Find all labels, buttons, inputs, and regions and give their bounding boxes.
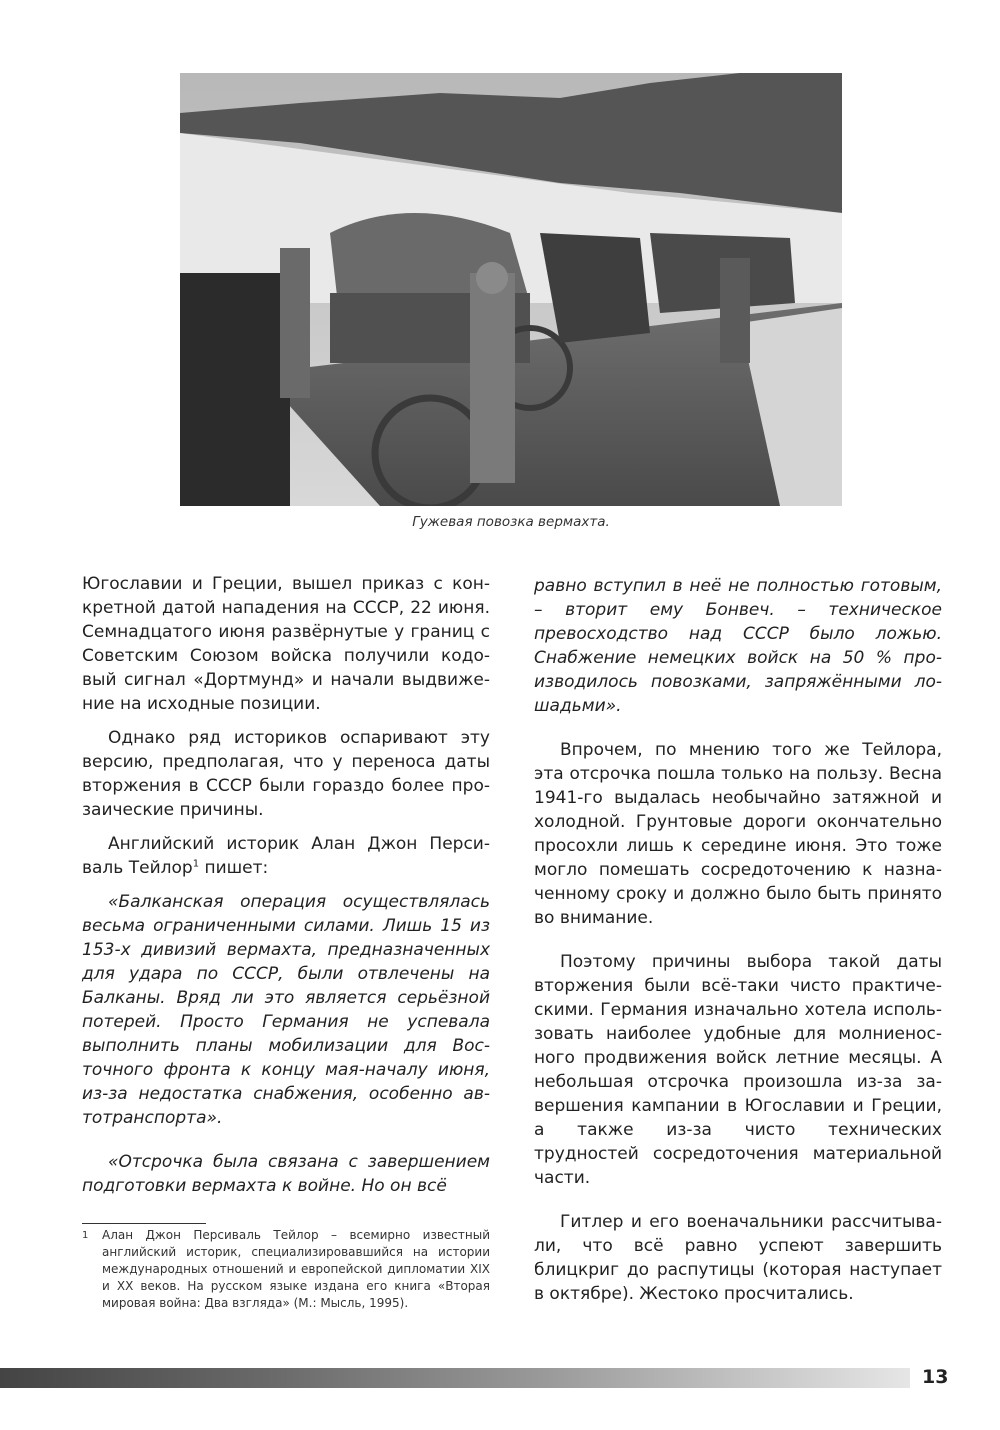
left-column (82, 572, 490, 1208)
footnote-ref[interactable]: 1 (192, 858, 200, 870)
horse-drawn-wagon-photo (180, 73, 842, 506)
quote-block: «Балканская операция осуществлялась весьма ограниченными силами. Лишь 15 из 153-х дивизий вермахта, предназначенных для удара по СССР, были отвлечены на Балканы. Вряд ли это является серьёзной потерей. Просто Германия не успевала выполнить планы мобилизации для Восточного фронта к концу мая-началу июня, из-за недостатка снабжения, особенно автотранспорта». (82, 892, 490, 1128)
quote-block: «Отсрочка была связана с завершением подготовки вермахта к войне. Но он всё (82, 1152, 490, 1196)
paragraph (82, 832, 490, 880)
footnote-divider (82, 1223, 206, 1224)
paragraph: Однако ряд историков оспаривают эту версию, предполагая, что у переноса даты вторжения в СССР были гораздо более прозаические причины. (82, 728, 490, 820)
footnote-text: Алан Джон Персиваль Тейлор – всемирно известный английский историк, специализировавшийся на истории международных отношений и европейской дипломатии XIX и XX веков. На русском языке издана его книга «Вторая мировая война: Два взгляда» (М.: Мысль, 1995). (102, 1228, 490, 1310)
footer-gradient-bar (0, 1368, 910, 1388)
paragraph-tail: пишет: (199, 858, 269, 878)
page-number: 13 (922, 1366, 949, 1388)
wagon-photo (180, 73, 842, 506)
paragraph: Впрочем, по мнению того же Тейлора, эта отсрочка пошла только на пользу. Весна 1941-го выдалась необычайно затяжной и холодной. Грунтовые дороги окончательно просохли лишь к середине июня. Это тоже могло помешать сосредоточению к назначенному сроку и должно было быть принято во внимание. (534, 740, 942, 928)
footnote-number: 1 (82, 1230, 89, 1241)
photo-caption: Гужевая повозка вермахта. (412, 514, 610, 530)
footnote (82, 1227, 490, 1312)
paragraph: Югославии и Греции, вышел приказ с конкретной датой нападения на СССР, 22 июня. Семнадцатого июня развёрнутые у границ с Советским Союзом войска получили кодовый сигнал «Дортмунд» и начали выдвижение на исходные позиции. (82, 574, 490, 714)
quote-block: равно вступил в неё не полностью готовым, – вторит ему Бонвеч. – техническое превосходство над СССР было ложью. Снабжение немецких войск на 50 % производилось повозками, запряжёнными лошадьми». (534, 576, 942, 716)
paragraph: Поэтому причины выбора такой даты вторжения были всё-таки чисто практическими. Германия изначально хотела использовать наиболее удобные для молниеносного продвижения войск летние месяцы. А небольшая отсрочка произошла из-за завершения кампании в Югославии и Греции, а также из-за чисто технических трудностей сосредоточения материальной части. (534, 952, 942, 1188)
right-column (534, 574, 942, 1316)
paragraph: Гитлер и его военачальники рассчитывали, что всё равно успеют завершить блицкриг до распутицы (которая наступает в октябре). Жестоко просчитались. (534, 1212, 942, 1304)
paragraph-text: Английский историк Алан Джон Персиваль Тейлор (82, 834, 490, 878)
